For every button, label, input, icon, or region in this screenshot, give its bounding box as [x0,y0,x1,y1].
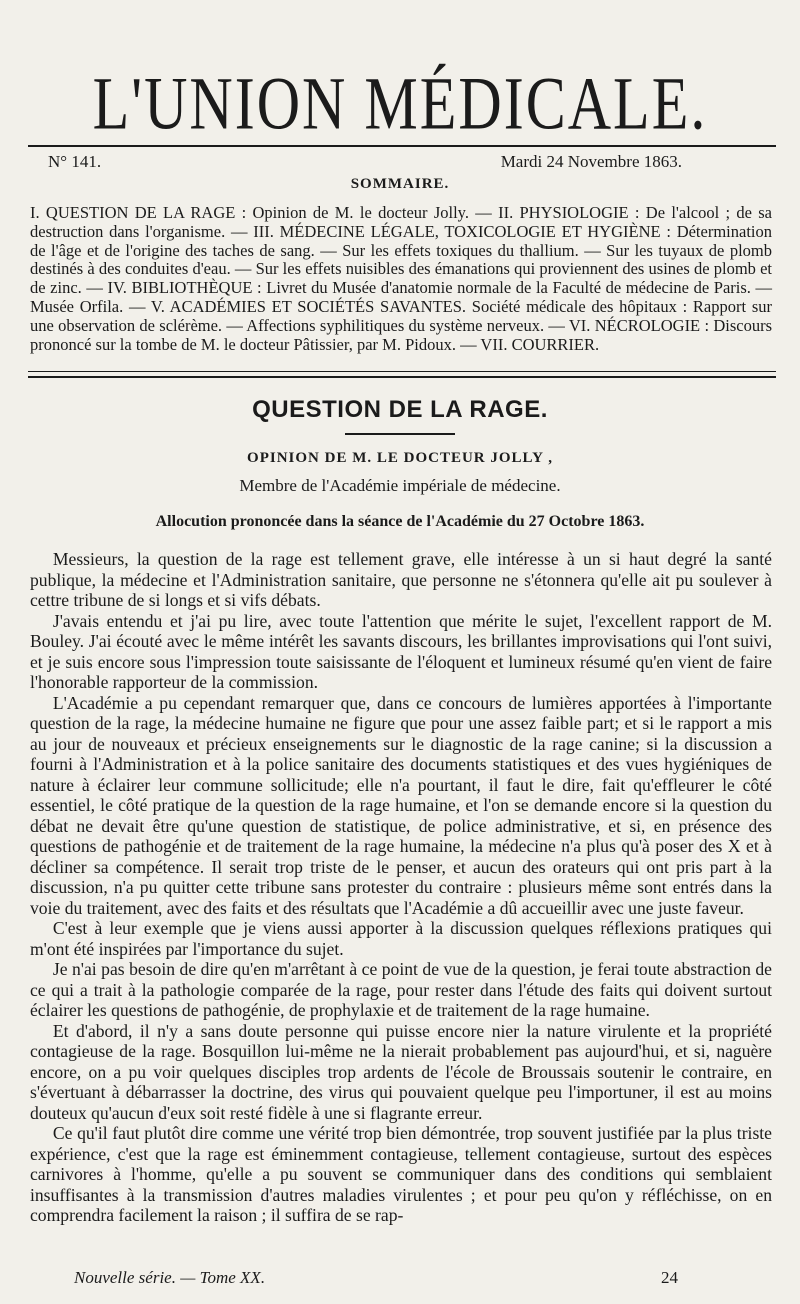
page-footer [74,1268,678,1288]
paragraph: L'Académie a pu cependant remarquer que, dans ce concours de lumières apportées à l'importante question de la rage, la médecine humaine ne figure que pour une assez faible part; et si le rapport a mis au jour de nouveaux et précieux enseignements sur le diagnostic de la rage canine; si la discussion a fourni à l'Administration et à la police sanitaire des documents statistiques et des vues hygiéniques de nature à éclairer leur commune sollicitude; elle n'a pourtant, il faut le dire, fait qu'effleurer le côté essentiel, le côté pratique de la question de la rage humaine, et l'on se demande encore si la question du débat ne devait être qu'une question de statistique, de police administrative, et si, en présence des questions de pathogénie et de traitement de la rage humaine, la médecine n'a plus qu'à poser des X et à décliner sa compétence. Il serait trop triste de le penser, et aucun des orateurs qui ont pris part à la discussion, n'a pu quitter cette tribune sans protester du contraire : plusieurs même sont entrés dans la voie du traitement, avec des faits et des résultats que l'Académie a dû accueillir avec une juste faveur. [30,692,772,918]
series-label: Nouvelle série. — Tome XX. [74,1268,266,1287]
masthead-rule [28,145,776,147]
paragraph: Messieurs, la question de la rage est tellement grave, elle intéresse à un si haut degré la santé publique, la médecine et l'Administration sanitaire, que personne ne s'étonnera qu'elle ait pu soulever à cettre tribune de si longs et si vifs débats. [30,549,772,610]
allocution-heading: Allocution prononcée dans la séance de l'Académie du 27 Octobre 1863. [155,513,645,530]
issue-date: Mardi 24 Novembre 1863. [500,152,682,171]
title-underline [345,433,455,435]
sommaire-rule-bottom [28,376,776,378]
paragraph: Et d'abord, il n'y a sans doute personne qui puisse encore nier la nature virulente et la propriété contagieuse de la rage. Bosquillon lui-même ne la nierait probablement pas aujourd'hui, et si, naguère encore, on a pu voir quelques disciples trop ardents de l'école de Broussais soutenir le contraire, en s'évertuant à débarrasser la doctrine, des virus qui pouvaient quelque peu l'importuner, il est au moins douteux qu'aucun d'eux soit resté fidèle à une si flagrante erreur. [30,1020,772,1123]
article-byline-subtitle: Membre de l'Académie impériale de médecine. [239,476,561,495]
masthead-title: L'UNION MÉDICALE. [92,62,708,145]
issue-line [48,152,682,172]
sommaire-heading: SOMMAIRE. [350,176,450,192]
paragraph: Je n'ai pas besoin de dire qu'en m'arrêtant à ce point de vue de la question, je ferai toute abstraction de ce qui a trait à la pathologie comparée de la rage, pour rester dans l'étude des faits qui doivent surtout éclairer les questions de pathogénie, de prophylaxie et de traitement de la rage humaine. [30,959,772,1020]
paragraph: Ce qu'il faut plutôt dire comme une vérité trop bien démontrée, trop souvent justifiée par la plus triste expérience, c'est que la rage est éminemment contagieuse, tellement contagieuse, surtout des espèces carnivores à l'homme, qu'elle a pu souvent se communiquer dans des conditions qui semblaient insuffisantes à la transmission d'autres maladies virulentes ; et pour peu qu'on y réfléchisse, on en comprendra facilement la raison ; il suffira de se rap- [30,1123,772,1225]
page-number: 24 [661,1268,678,1287]
issue-number: N° 141. [48,152,102,171]
article-byline: OPINION DE M. LE DOCTEUR JOLLY , [247,450,553,466]
article-title: QUESTION DE LA RAGE. [252,396,548,423]
sommaire-rule-top [28,371,776,372]
sommaire-text: I. QUESTION DE LA RAGE : Opinion de M. le docteur Jolly. — II. PHYSIOLOGIE : De l'alcool ; de sa destruction dans l'organisme. — III. MÉDECINE LÉGALE, TOXICOLOGIE ET HYGIÈNE : Détermination de l'âge et de l'origine des taches de sang. — Sur les effets toxiques du thallium. — Sur les tuyaux de plomb destinés à des conduites d'eau. — Sur les effets nuisibles des émanations qui proviennent des usines de plomb et de zinc. — IV. BIBLIOTHÈQUE : Livret du Musée d'anatomie normale de la Faculté de médecine de Paris. — Musée Orfila. — V. ACADÉMIES ET SOCIÉTÉS SAVANTES. Société médicale des hôpitaux : Rapport sur une observation de sclérème. — Affections syphilitiques du système nerveux. — VI. NÉCROLOGIE : Discours prononcé sur la tombe de M. le docteur Pâtissier, par M. Pidoux. — VII. COURRIER. [30,203,772,354]
paragraph: J'avais entendu et j'ai pu lire, avec toute l'attention que mérite le sujet, l'excellent rapport de M. Bouley. J'ai écouté avec le même intérêt les savants discours, les brillantes improvisations qui l'ont suivi, et je suis encore sous l'impression toute saisissante de l'éloquent et lumineux résumé qu'en vient de faire l'honorable rapporteur de la commission. [30,610,772,692]
article-body [30,549,772,1226]
paragraph: C'est à leur exemple que je viens aussi apporter à la discussion quelques réflexions pratiques qui m'ont été inspirées par l'importance du sujet. [30,918,772,959]
